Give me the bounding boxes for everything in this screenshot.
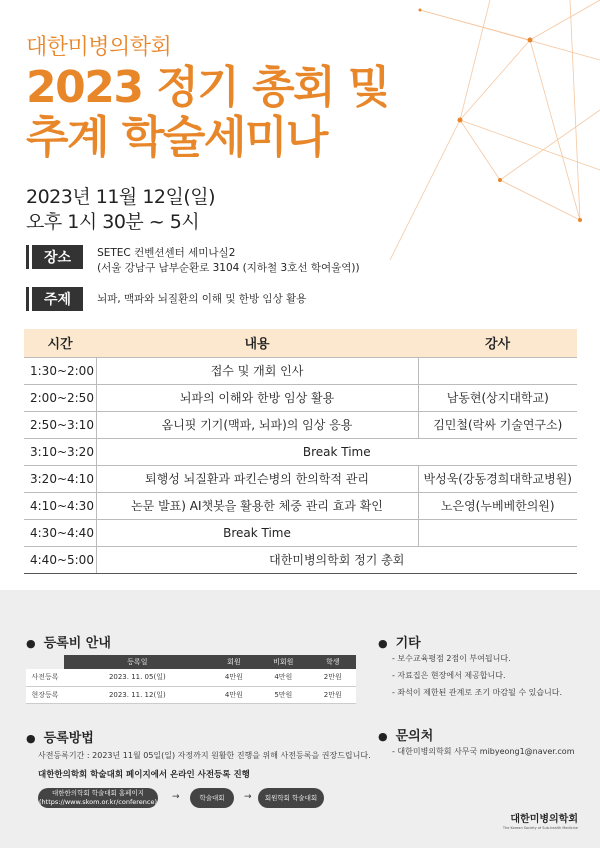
contact-title: 문의처 — [395, 729, 434, 744]
etc-list — [392, 650, 562, 701]
schedule-content: Break Time — [96, 438, 577, 465]
fee-row — [26, 669, 356, 686]
title-line-1: 2023 정기 총회 및 — [26, 62, 389, 113]
schedule-time: 3:20~4:10 — [24, 465, 96, 492]
schedule-content: 접수 및 개회 인사 — [96, 357, 418, 384]
fee-cell: 2만원 — [310, 686, 356, 703]
footer-logo-korean: 대한미병의학회 — [510, 814, 578, 825]
schedule-speaker: 노은영(누베베한의원) — [418, 492, 577, 519]
fee-header-cell: 학생 — [310, 655, 356, 669]
footer-logo-english: The Korean Society of Sub-health Medicine — [502, 826, 578, 830]
schedule-speaker: 남동현(상지대학교) — [418, 384, 577, 411]
fee-table — [26, 655, 356, 704]
schedule-time: 2:00~2:50 — [24, 384, 96, 411]
fee-header-cell: 비회원 — [257, 655, 309, 669]
etc-item: - 보수교육평점 2점이 부여됩니다. — [392, 654, 511, 663]
registration-section-title — [26, 727, 94, 746]
bullet-icon: ● — [26, 637, 36, 650]
fee-cell: 4만원 — [211, 669, 257, 686]
schedule-speaker — [418, 357, 577, 384]
schedule-content: 뇌파의 이해와 한방 임상 활용 — [96, 384, 418, 411]
title-line-2: 추계 학술세미나 — [26, 112, 327, 163]
schedule-row — [24, 438, 577, 465]
page-title — [26, 63, 389, 163]
theme-label: 주제 — [32, 287, 83, 311]
contact-section-title — [378, 725, 433, 744]
schedule-content: 대한미병의학회 정기 총회 — [96, 546, 577, 573]
venue-label-wrap — [26, 245, 83, 269]
footer-logo — [503, 810, 578, 830]
step-member-conference-pill[interactable]: 회원학회 학술대회 — [258, 788, 324, 808]
schedule-row — [24, 492, 577, 519]
fee-cell: 5만원 — [257, 686, 309, 703]
schedule-row — [24, 519, 577, 546]
schedule-time: 4:40~5:00 — [24, 546, 96, 573]
schedule-content: 퇴행성 뇌질환과 파킨슨병의 한의학적 관리 — [96, 465, 418, 492]
step-homepage-pill[interactable] — [38, 788, 158, 808]
registration-instruction: 대한한의학회 학술대회 페이지에서 온라인 사전등록 진행 — [38, 770, 250, 780]
label-bar — [26, 245, 29, 269]
venue-text — [97, 245, 360, 276]
label-bar — [26, 287, 29, 311]
schedule-speaker — [418, 519, 577, 546]
theme-text: 뇌파, 맥파와 뇌질환의 이해 및 한방 임상 활용 — [97, 293, 307, 305]
contact-text: - 대한미병의학회 사무국 mibyeong1@naver.com — [392, 747, 575, 756]
schedule-header-time: 시간 — [24, 329, 96, 357]
schedule-speaker: 김민철(락싸 기술연구소) — [418, 411, 577, 438]
etc-title: 기타 — [395, 636, 421, 651]
schedule-row — [24, 357, 577, 384]
fee-cell: 2만원 — [310, 669, 356, 686]
fee-cell: 2023. 11. 12(일) — [64, 686, 211, 703]
schedule-header-content: 내용 — [96, 329, 418, 357]
fee-header-cell — [26, 655, 64, 669]
schedule-row — [24, 465, 577, 492]
fee-cell: 2023. 11. 05(일) — [64, 669, 211, 686]
schedule-time: 3:10~3:20 — [24, 438, 96, 465]
bullet-icon: ● — [378, 730, 388, 743]
schedule-time: 1:30~2:00 — [24, 357, 96, 384]
fee-cell: 4만원 — [257, 669, 309, 686]
event-datetime — [26, 185, 215, 235]
schedule-time: 4:30~4:40 — [24, 519, 96, 546]
venue-label: 장소 — [32, 245, 83, 269]
event-time: 오후 1시 30분 ~ 5시 — [26, 211, 200, 233]
venue-line-2: (서울 강남구 남부순환로 3104 (지하철 3호선 학여울역)) — [97, 262, 360, 274]
arrow-right-icon: → — [244, 792, 252, 802]
venue-row — [26, 245, 360, 276]
fee-header-row — [26, 655, 356, 669]
fee-header-cell: 회원 — [211, 655, 257, 669]
schedule-header-speaker: 강사 — [418, 329, 577, 357]
registration-note: 사전등록기간 : 2023년 11월 05일(일) 자정까지 원활한 진행을 위해 사전등록을 권장드립니다. — [38, 751, 371, 760]
theme-label-wrap — [26, 287, 83, 311]
bullet-icon: ● — [26, 732, 36, 745]
bullet-icon: ● — [378, 637, 388, 650]
schedule-content: 옴니핏 기기(맥파, 뇌파)의 임상 응용 — [96, 411, 418, 438]
schedule-body — [24, 357, 577, 573]
org-name: 대한미병의학회 — [26, 35, 172, 60]
fee-cell: 현장등록 — [26, 686, 64, 703]
event-date: 2023년 11월 12일(일) — [26, 186, 216, 208]
schedule-table — [24, 329, 577, 574]
schedule-time: 2:50~3:10 — [24, 411, 96, 438]
schedule-speaker: 박성욱(강동경희대학교병원) — [418, 465, 577, 492]
registration-title: 등록방법 — [43, 731, 94, 746]
fee-section-title — [26, 632, 111, 651]
schedule-content: Break Time — [96, 519, 418, 546]
step-homepage-label: 대한한의학회 학술대회 홈페이지 — [51, 789, 145, 797]
etc-item: - 좌석이 제한된 관계로 조기 마감될 수 있습니다. — [392, 688, 563, 697]
schedule-header-row — [24, 329, 577, 357]
venue-line-1: SETEC 컨벤션센터 세미나실2 — [97, 247, 236, 259]
schedule-row — [24, 546, 577, 573]
theme-row — [26, 287, 306, 311]
fee-cell: 사전등록 — [26, 669, 64, 686]
step-homepage-url: (https://www.skom.or.kr/conference) — [38, 798, 157, 806]
fee-row — [26, 686, 356, 703]
step-conference-pill[interactable]: 학술대회 — [190, 788, 234, 808]
schedule-time: 4:10~4:30 — [24, 492, 96, 519]
fee-header-cell: 등록일 — [64, 655, 211, 669]
schedule-row — [24, 411, 577, 438]
fee-cell: 4만원 — [211, 686, 257, 703]
fee-title: 등록비 안내 — [43, 636, 111, 651]
schedule-content: 논문 발표) AI챗봇을 활용한 체중 관리 효과 확인 — [96, 492, 418, 519]
etc-item: - 자료집은 현장에서 제공합니다. — [392, 671, 506, 680]
schedule-row — [24, 384, 577, 411]
arrow-right-icon: → — [172, 792, 180, 802]
etc-section-title — [378, 632, 421, 651]
